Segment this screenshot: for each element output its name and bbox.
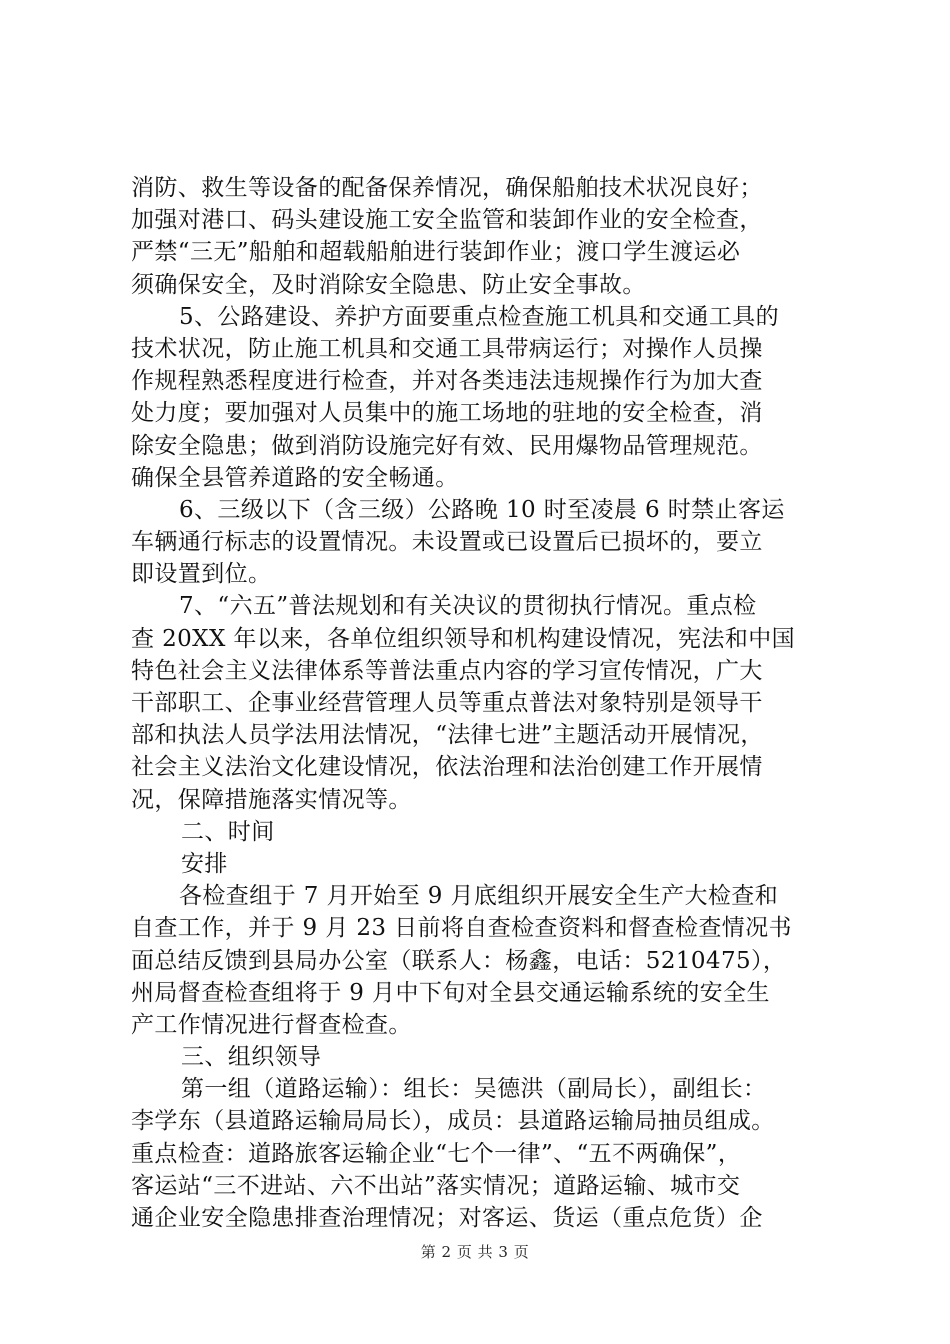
text-line: 除安全隐患；做到消防设施完好有效、民用爆物品管理规范。 [131, 432, 763, 459]
text-line: 重点检查：道路旅客运输企业“七个一律”、“五不两确保”， [131, 1140, 742, 1167]
text-line: 技术状况，防止施工机具和交通工具带病运行；对操作人员操 [131, 335, 763, 362]
text-line: 处力度；要加强对人员集中的施工场地的驻地的安全检查，消 [131, 400, 763, 427]
text-line: 部和执法人员学法用法情况，“法律七进”主题活动开展情况， [131, 722, 764, 749]
page-footer [0, 1242, 950, 1262]
text-line: 车辆通行标志的设置情况。未设置或已设置后已损坏的，要立 [131, 529, 763, 556]
text-line: 严禁“三无”船舶和超载船舶进行装卸作业；渡口学生渡运必 [131, 239, 741, 266]
text-line: 查 20XX 年以来，各单位组织领导和机构建设情况，宪法和中国 [131, 625, 796, 652]
text-line: 须确保安全，及时消除安全隐患、防止安全事故。 [131, 271, 646, 298]
text-line: 即设置到位。 [131, 561, 272, 588]
paragraph-start-line: 第一组（道路运输）：组长：吴德洪（副局长），副组长： [181, 1076, 767, 1103]
section-heading: 二、时间 [181, 818, 275, 845]
text-line: 况，保障措施落实情况等。 [131, 786, 412, 813]
text-line: 消防、救生等设备的配备保养情况，确保船舶技术状况良好； [131, 175, 763, 201]
paragraph-start-line: 各检查组于 7 月开始至 9 月底组织开展安全生产大检查和 [179, 883, 779, 910]
paragraph-start-line: 6、三级以下（含三级）公路晚 10 时至凌晨 6 时禁止客运 [179, 496, 785, 523]
section-heading: 安排 [181, 850, 228, 877]
text-line: 李学东（县道路运输局局长），成员：县道路运输局抽员组成。 [131, 1108, 775, 1135]
text-line: 加强对港口、码头建设施工安全监管和装卸作业的安全检查， [131, 207, 763, 234]
text-line: 干部职工、企事业经营管理人员等重点普法对象特别是领导干 [131, 690, 763, 716]
document-body [131, 172, 831, 1234]
paragraph-start-line: 7、“六五”普法规划和有关决议的贯彻执行情况。重点检 [179, 593, 757, 620]
text-line: 州局督查检查组将于 9 月中下旬对全县交通运输系统的安全生 [131, 979, 770, 1006]
text-line: 通企业安全隐患排查治理情况；对客运、货运（重点危货）企 [131, 1205, 763, 1231]
text-line: 社会主义法治文化建设情况，依法治理和法治创建工作开展情 [131, 754, 763, 781]
paragraph-start-line: 5、公路建设、养护方面要重点检查施工机具和交通工具的 [179, 303, 780, 330]
text-line: 面总结反馈到县局办公室（联系人：杨鑫，电话：5210475）， [131, 947, 787, 974]
text-line: 客运站“三不进站、六不出站”落实情况；道路运输、城市交 [131, 1172, 741, 1199]
page-number: 第 2 页 共 3 页 [420, 1243, 530, 1261]
text-line: 确保全县管养道路的安全畅通。 [131, 464, 459, 491]
section-heading: 三、组织领导 [181, 1044, 322, 1071]
text-line: 产工作情况进行督查检查。 [131, 1011, 412, 1038]
text-line: 特色社会主义法律体系等普法重点内容的学习宣传情况，广大 [131, 657, 763, 684]
text-line: 作规程熟悉程度进行检查，并对各类违法违规操作行为加大查 [131, 368, 763, 395]
text-line: 自查工作，并于 9 月 23 日前将自查检查资料和督查检查情况书 [131, 915, 792, 942]
